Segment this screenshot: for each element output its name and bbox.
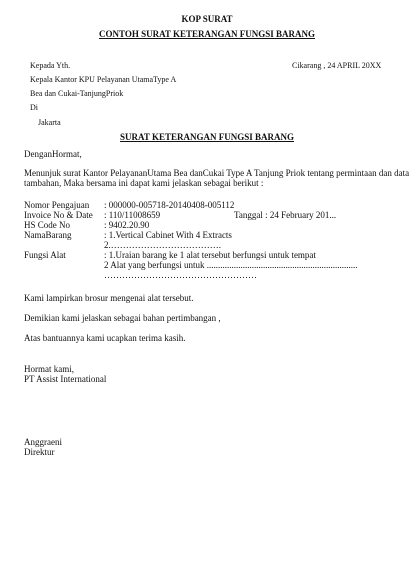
field-value: : 9402.20.90 [104,220,150,230]
closing-regards: Hormat kami, [24,364,74,374]
field-extra: Tanggal : 24 February 201... [234,210,337,220]
field-label: Invoice No & Date [24,210,93,220]
recipient-to: Kepada Yth. [30,61,71,70]
greeting: DenganHormat, [24,149,82,159]
field-value: 2.………………………………. [104,240,221,250]
field-value: : 110/11008659 [104,210,161,220]
paragraph-attachment: Kami lampirkan brosur mengenai alat tersebut. [24,293,194,303]
letter-title: SURAT KETERANGAN FUNGSI BARANG [120,132,294,142]
field-value: : 1.Uraian barang ke 1 alat tersebut berfungsi untuk tempat [104,250,316,260]
place-date: Cikarang , 24 APRIL 20XX [292,61,382,70]
signer-title: Direktur [24,447,55,457]
kop-surat: KOP SURAT [181,14,233,24]
intro-line1: Menunjuk surat Kantor PelayananUtama Bea danCukai Type A Tanjung Priok tentang permintaan dan data [24,168,410,178]
intro-line2: tambahan, Maka bersama ini dapat kami jelaskan sebagai berikut : [24,178,264,188]
document-title: CONTOH SURAT KETERANGAN FUNGSI BARANG [98,29,316,39]
field-value: …………………………………………… [104,270,257,280]
signer-name: Anggraeni [24,437,62,447]
field-value: : 1.Vertical Cabinet With 4 Extracts [104,230,232,240]
field-label: Fungsi Alat [24,250,66,260]
paragraph-thanks: Atas bantuannya kami ucapkan terima kasih. [24,333,186,343]
recipient-line1: Kepala Kantor KPU Pelayanan UtamaType A [30,75,177,84]
closing-company: PT Assist International [24,374,107,384]
field-value: : 000000-005718-20140408-005112 [104,200,235,210]
field-value: 2 Alat yang berfungsi untuk ................................................................... [104,260,358,270]
recipient-di: Di [30,103,38,112]
field-label: HS Code No [24,220,71,230]
paragraph-consideration: Demikian kami jelaskan sebagai bahan pertimbangan , [24,313,221,323]
recipient-line2: Bea dan Cukai-TanjungPriok [30,89,124,98]
recipient-city: Jakarta [38,118,61,127]
field-label: NamaBarang [24,230,72,240]
field-label: Nomor Pengajuan [24,200,90,210]
